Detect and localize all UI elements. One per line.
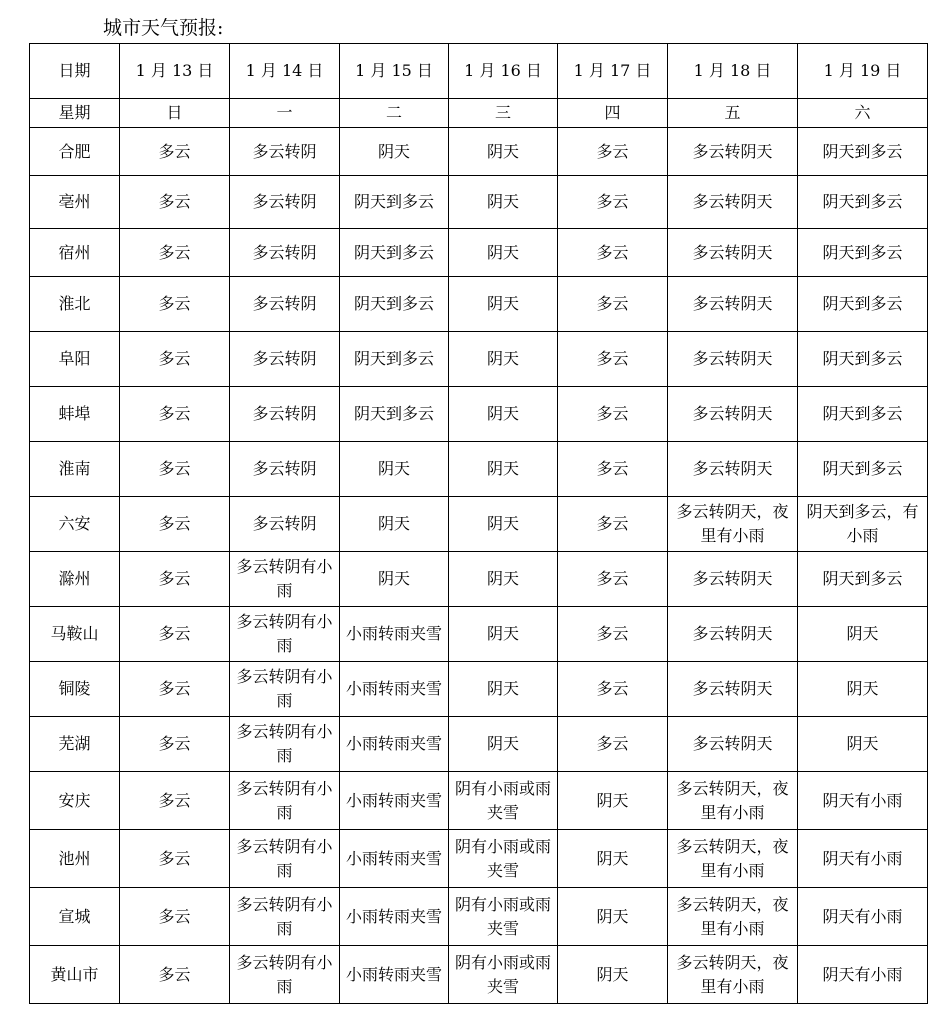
forecast-cell: 阴天到多云 bbox=[340, 229, 449, 277]
forecast-cell: 阴天 bbox=[449, 332, 558, 387]
date-cell: 1 月 19 日 bbox=[798, 44, 928, 99]
city-name: 铜陵 bbox=[30, 662, 120, 717]
forecast-cell: 阴天 bbox=[798, 607, 928, 662]
forecast-cell: 多云 bbox=[120, 946, 230, 1004]
forecast-cell: 多云转阴 bbox=[230, 277, 340, 332]
forecast-cell: 多云 bbox=[120, 772, 230, 830]
forecast-cell: 阴天到多云 bbox=[798, 387, 928, 442]
forecast-cell: 多云转阴 bbox=[230, 442, 340, 497]
forecast-cell: 多云转阴有小雨 bbox=[230, 662, 340, 717]
forecast-cell: 阴天到多云 bbox=[798, 552, 928, 607]
forecast-cell: 小雨转雨夹雪 bbox=[340, 888, 449, 946]
forecast-cell: 多云 bbox=[120, 442, 230, 497]
forecast-cell: 多云转阴天 bbox=[668, 387, 798, 442]
table-row bbox=[30, 552, 928, 607]
forecast-cell: 阴天到多云 bbox=[798, 128, 928, 176]
weekday-row bbox=[30, 99, 928, 128]
forecast-cell: 多云转阴天，夜里有小雨 bbox=[668, 830, 798, 888]
table-row bbox=[30, 717, 928, 772]
forecast-cell: 多云转阴 bbox=[230, 497, 340, 552]
forecast-cell: 阴天到多云 bbox=[798, 277, 928, 332]
forecast-cell: 多云转阴天 bbox=[668, 442, 798, 497]
table-row bbox=[30, 332, 928, 387]
forecast-cell: 小雨转雨夹雪 bbox=[340, 717, 449, 772]
forecast-cell: 多云 bbox=[120, 662, 230, 717]
forecast-cell: 多云转阴天，夜里有小雨 bbox=[668, 497, 798, 552]
forecast-cell: 多云 bbox=[120, 176, 230, 229]
table-row bbox=[30, 497, 928, 552]
forecast-cell: 多云转阴天 bbox=[668, 332, 798, 387]
forecast-cell: 阴天有小雨 bbox=[798, 888, 928, 946]
forecast-cell: 多云 bbox=[558, 497, 668, 552]
forecast-cell: 阴天 bbox=[449, 497, 558, 552]
forecast-cell: 阴天 bbox=[449, 128, 558, 176]
forecast-cell: 多云转阴 bbox=[230, 332, 340, 387]
table-row bbox=[30, 229, 928, 277]
weekday-cell: 六 bbox=[798, 99, 928, 128]
forecast-cell: 多云 bbox=[558, 128, 668, 176]
forecast-cell: 阴天 bbox=[449, 387, 558, 442]
forecast-cell: 多云 bbox=[120, 387, 230, 442]
forecast-table bbox=[29, 43, 928, 1004]
city-name: 亳州 bbox=[30, 176, 120, 229]
date-cell: 1 月 18 日 bbox=[668, 44, 798, 99]
table-row bbox=[30, 277, 928, 332]
forecast-cell: 多云转阴天 bbox=[668, 717, 798, 772]
date-cell: 1 月 17 日 bbox=[558, 44, 668, 99]
weekday-cell: 日 bbox=[120, 99, 230, 128]
forecast-cell: 阴天 bbox=[449, 277, 558, 332]
forecast-cell: 多云转阴 bbox=[230, 128, 340, 176]
date-row bbox=[30, 44, 928, 99]
city-name: 芜湖 bbox=[30, 717, 120, 772]
weekday-cell: 四 bbox=[558, 99, 668, 128]
city-name: 宿州 bbox=[30, 229, 120, 277]
forecast-cell: 阴有小雨或雨夹雪 bbox=[449, 946, 558, 1004]
table-row bbox=[30, 442, 928, 497]
forecast-cell: 阴有小雨或雨夹雪 bbox=[449, 888, 558, 946]
forecast-cell: 多云转阴天 bbox=[668, 552, 798, 607]
forecast-cell: 阴天 bbox=[449, 442, 558, 497]
forecast-cell: 阴天 bbox=[558, 946, 668, 1004]
forecast-cell: 多云 bbox=[120, 830, 230, 888]
forecast-cell: 多云转阴天，夜里有小雨 bbox=[668, 946, 798, 1004]
forecast-cell: 多云转阴天，夜里有小雨 bbox=[668, 772, 798, 830]
weekday-cell: 五 bbox=[668, 99, 798, 128]
forecast-cell: 多云 bbox=[120, 607, 230, 662]
forecast-cell: 多云转阴天 bbox=[668, 662, 798, 717]
table-row bbox=[30, 772, 928, 830]
forecast-cell: 多云 bbox=[120, 717, 230, 772]
city-name: 淮南 bbox=[30, 442, 120, 497]
forecast-cell: 多云 bbox=[558, 442, 668, 497]
city-name: 阜阳 bbox=[30, 332, 120, 387]
forecast-cell: 阴天 bbox=[449, 176, 558, 229]
table-row bbox=[30, 888, 928, 946]
forecast-cell: 多云 bbox=[120, 229, 230, 277]
forecast-cell: 阴天到多云 bbox=[340, 387, 449, 442]
forecast-cell: 阴天到多云 bbox=[798, 229, 928, 277]
forecast-cell: 阴天到多云 bbox=[340, 176, 449, 229]
forecast-cell: 多云 bbox=[120, 497, 230, 552]
forecast-cell: 多云转阴有小雨 bbox=[230, 552, 340, 607]
forecast-cell: 阴天 bbox=[449, 717, 558, 772]
table-row bbox=[30, 607, 928, 662]
date-cell: 1 月 16 日 bbox=[449, 44, 558, 99]
city-name: 池州 bbox=[30, 830, 120, 888]
forecast-cell: 多云转阴天 bbox=[668, 277, 798, 332]
forecast-cell: 多云 bbox=[120, 888, 230, 946]
forecast-cell: 阴天有小雨 bbox=[798, 830, 928, 888]
forecast-cell: 多云 bbox=[558, 717, 668, 772]
table-row bbox=[30, 830, 928, 888]
weekday-label: 星期 bbox=[30, 99, 120, 128]
city-name: 安庆 bbox=[30, 772, 120, 830]
forecast-cell: 阴天 bbox=[449, 552, 558, 607]
forecast-cell: 多云 bbox=[120, 332, 230, 387]
forecast-cell: 多云 bbox=[558, 176, 668, 229]
forecast-cell: 多云转阴天 bbox=[668, 229, 798, 277]
city-name: 六安 bbox=[30, 497, 120, 552]
forecast-cell: 阴有小雨或雨夹雪 bbox=[449, 772, 558, 830]
forecast-cell: 阴天 bbox=[449, 662, 558, 717]
forecast-cell: 阴有小雨或雨夹雪 bbox=[449, 830, 558, 888]
forecast-cell: 多云转阴有小雨 bbox=[230, 717, 340, 772]
forecast-cell: 阴天到多云 bbox=[798, 332, 928, 387]
forecast-cell: 小雨转雨夹雪 bbox=[340, 946, 449, 1004]
date-cell: 1 月 15 日 bbox=[340, 44, 449, 99]
table-row bbox=[30, 128, 928, 176]
table-row bbox=[30, 662, 928, 717]
forecast-cell: 多云转阴天，夜里有小雨 bbox=[668, 888, 798, 946]
forecast-cell: 多云转阴天 bbox=[668, 607, 798, 662]
forecast-cell: 阴天 bbox=[340, 128, 449, 176]
forecast-cell: 多云转阴有小雨 bbox=[230, 772, 340, 830]
forecast-cell: 多云 bbox=[558, 607, 668, 662]
forecast-cell: 多云转阴有小雨 bbox=[230, 607, 340, 662]
forecast-cell: 阴天 bbox=[340, 552, 449, 607]
date-cell: 1 月 13 日 bbox=[120, 44, 230, 99]
forecast-cell: 阴天 bbox=[449, 229, 558, 277]
forecast-cell: 阴天到多云 bbox=[340, 332, 449, 387]
forecast-cell: 阴天到多云 bbox=[798, 442, 928, 497]
forecast-cell: 小雨转雨夹雪 bbox=[340, 830, 449, 888]
city-name: 马鞍山 bbox=[30, 607, 120, 662]
forecast-cell: 多云转阴天 bbox=[668, 128, 798, 176]
forecast-cell: 多云转阴有小雨 bbox=[230, 888, 340, 946]
table-row bbox=[30, 946, 928, 1004]
weekday-cell: 三 bbox=[449, 99, 558, 128]
forecast-cell: 阴天 bbox=[558, 830, 668, 888]
forecast-cell: 小雨转雨夹雪 bbox=[340, 772, 449, 830]
forecast-cell: 多云转阴 bbox=[230, 229, 340, 277]
city-name: 黄山市 bbox=[30, 946, 120, 1004]
forecast-cell: 阴天 bbox=[340, 442, 449, 497]
city-name: 淮北 bbox=[30, 277, 120, 332]
forecast-cell: 阴天到多云 bbox=[798, 176, 928, 229]
forecast-cell: 多云 bbox=[558, 662, 668, 717]
forecast-cell: 阴天 bbox=[558, 772, 668, 830]
forecast-cell: 多云 bbox=[558, 552, 668, 607]
forecast-cell: 阴天到多云 bbox=[340, 277, 449, 332]
forecast-cell: 阴天有小雨 bbox=[798, 946, 928, 1004]
forecast-cell: 小雨转雨夹雪 bbox=[340, 607, 449, 662]
forecast-cell: 多云转阴天 bbox=[668, 176, 798, 229]
city-name: 蚌埠 bbox=[30, 387, 120, 442]
table-row bbox=[30, 176, 928, 229]
forecast-cell: 多云转阴 bbox=[230, 387, 340, 442]
forecast-cell: 多云 bbox=[120, 552, 230, 607]
forecast-cell: 阴天 bbox=[449, 607, 558, 662]
forecast-cell: 阴天到多云，有小雨 bbox=[798, 497, 928, 552]
forecast-cell: 阴天 bbox=[340, 497, 449, 552]
city-name: 合肥 bbox=[30, 128, 120, 176]
forecast-cell: 多云 bbox=[120, 277, 230, 332]
forecast-cell: 阴天 bbox=[798, 662, 928, 717]
forecast-cell: 多云 bbox=[558, 387, 668, 442]
forecast-cell: 阴天有小雨 bbox=[798, 772, 928, 830]
date-cell: 1 月 14 日 bbox=[230, 44, 340, 99]
forecast-cell: 多云转阴有小雨 bbox=[230, 946, 340, 1004]
forecast-cell: 多云 bbox=[558, 332, 668, 387]
forecast-cell: 阴天 bbox=[558, 888, 668, 946]
forecast-cell: 多云 bbox=[558, 229, 668, 277]
city-name: 宣城 bbox=[30, 888, 120, 946]
weekday-cell: 一 bbox=[230, 99, 340, 128]
forecast-cell: 多云 bbox=[120, 128, 230, 176]
forecast-cell: 多云转阴 bbox=[230, 176, 340, 229]
page-title: 城市天气预报: bbox=[103, 17, 224, 39]
forecast-cell: 小雨转雨夹雪 bbox=[340, 662, 449, 717]
forecast-cell: 多云 bbox=[558, 277, 668, 332]
forecast-cell: 阴天 bbox=[798, 717, 928, 772]
forecast-cell: 多云转阴有小雨 bbox=[230, 830, 340, 888]
city-name: 滁州 bbox=[30, 552, 120, 607]
weekday-cell: 二 bbox=[340, 99, 449, 128]
table-row bbox=[30, 387, 928, 442]
date-label: 日期 bbox=[30, 44, 120, 99]
